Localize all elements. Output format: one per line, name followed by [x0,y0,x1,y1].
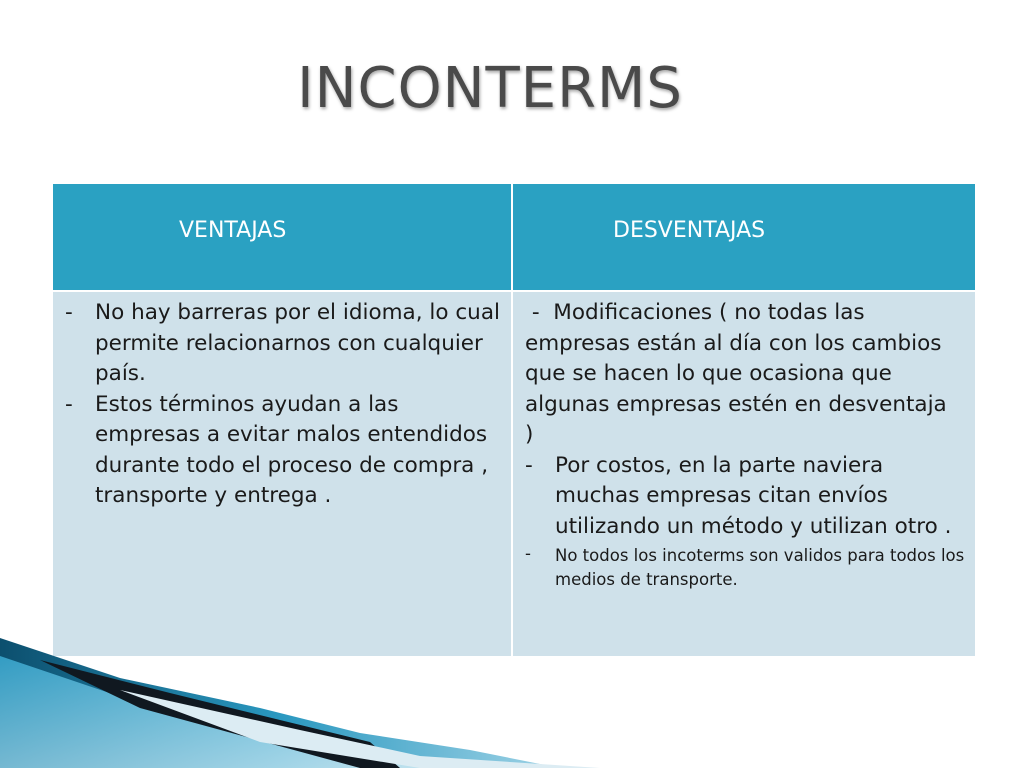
desventaja-lead-text: - Modificaciones ( no todas las empresas están al día con los cambios que se hacen lo que ocasiona que algunas empresas estén en desventaja ) [525,300,961,447]
corner-swoosh-decoration [0,638,1024,768]
header-ventajas: VENTAJAS [52,183,512,291]
ventaja-text: No hay barreras por el idioma, lo cual permite relacionarnos con cualquier país. [95,300,500,386]
bullet-dash: - [525,544,531,563]
list-item [63,390,501,512]
cell-desventajas [512,291,976,657]
header-desventajas: DESVENTAJAS [512,183,976,291]
table-header-row [52,183,976,291]
table-row [52,291,976,657]
pros-cons-table [51,182,977,658]
bullet-dash: - [65,391,73,417]
bullet-dash: - [65,300,73,325]
ventaja-text: Estos términos ayudan a las empresas a evitar malos entendidos durante todo el proceso de compra , transporte y entrega . [95,391,489,508]
list-item [523,542,965,592]
bullet-dash: - [525,452,533,478]
list-item [63,298,501,390]
list-item [523,451,965,543]
ventajas-list [63,298,501,512]
desventaja-text: No todos los incoterms son validos para todos los medios de transporte. [555,546,965,589]
cell-ventajas [52,291,512,657]
slide-title: INCONTERMS [297,56,683,121]
desventaja-text: Por costos, en la parte naviera muchas empresas citan envíos utilizando un método y utilizan otro . [555,452,952,539]
desventajas-list [523,451,965,593]
